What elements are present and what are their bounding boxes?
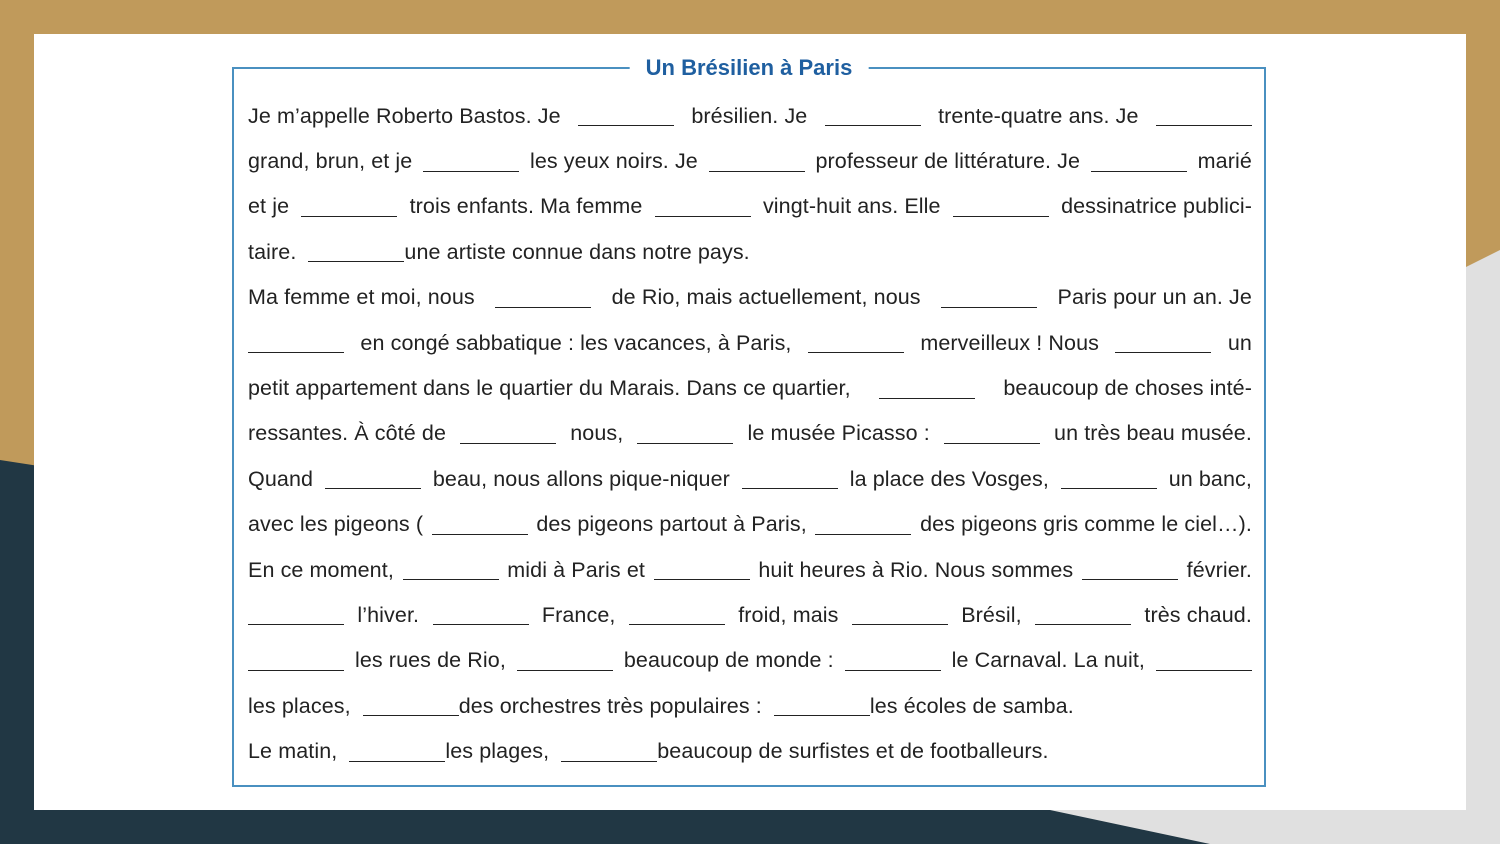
text-segment: Brésil, — [961, 602, 1022, 627]
blank-field[interactable] — [433, 604, 529, 625]
text-segment: de Rio, mais actuellement, nous — [611, 285, 921, 310]
text-segment: brésilien. Je — [691, 103, 808, 128]
text-segment: des orchestres très populaires : — [458, 693, 762, 718]
text-segment: Ma femme et moi, nous — [248, 285, 475, 310]
blank-field[interactable] — [325, 468, 421, 489]
text-segment: en congé sabbatique : les vacances, à Paris, — [360, 330, 792, 355]
text-segment: le musée Picasso : — [747, 421, 930, 446]
text-segment: trente-quatre ans. Je — [938, 103, 1139, 128]
text-segment: vingt-huit ans. Elle — [762, 194, 941, 219]
blank-field[interactable] — [815, 514, 911, 535]
blank-field[interactable] — [944, 423, 1040, 444]
text-segment: professeur de littérature. Je — [815, 149, 1081, 174]
text-segment: taire. — [248, 239, 297, 264]
blank-field[interactable] — [578, 105, 674, 126]
text-segment: les écoles de samba. — [869, 693, 1074, 718]
blank-field[interactable] — [308, 241, 404, 262]
text-segment: un très beau musée. — [1054, 421, 1252, 446]
text-segment: les rues de Rio, — [354, 648, 506, 673]
text-segment: Quand — [248, 466, 314, 491]
text-segment: ressantes. À côté de — [248, 421, 446, 446]
blank-field[interactable] — [301, 196, 397, 217]
blank-field[interactable] — [845, 650, 941, 671]
blank-field[interactable] — [879, 378, 975, 399]
text-segment: des pigeons gris comme le ciel…). — [920, 512, 1252, 537]
text-segment: Le matin, — [248, 739, 338, 764]
blank-field[interactable] — [655, 196, 751, 217]
text-segment: les plages, — [445, 739, 550, 764]
text-line — [248, 502, 1252, 547]
blank-field[interactable] — [1156, 650, 1252, 671]
text-segment: Je m’appelle Roberto Bastos. Je — [248, 103, 561, 128]
blank-field[interactable] — [423, 151, 519, 172]
text-line — [248, 683, 1252, 728]
blank-field[interactable] — [808, 332, 904, 353]
text-segment: dessinatrice publici- — [1061, 194, 1252, 219]
text-segment: midi à Paris et — [507, 557, 645, 582]
text-segment: avec les pigeons ( — [248, 512, 424, 537]
text-segment: un — [1227, 330, 1252, 355]
blank-field[interactable] — [953, 196, 1049, 217]
text-segment: froid, mais — [738, 602, 839, 627]
blank-field[interactable] — [1061, 468, 1157, 489]
text-line — [248, 229, 1252, 274]
blank-field[interactable] — [1082, 559, 1178, 580]
blank-field[interactable] — [941, 287, 1037, 308]
blank-field[interactable] — [709, 151, 805, 172]
blank-field[interactable] — [1035, 604, 1131, 625]
text-segment: Paris pour un an. Je — [1057, 285, 1252, 310]
text-segment: En ce moment, — [248, 557, 394, 582]
text-segment: une artiste connue dans notre pays. — [404, 239, 750, 264]
text-segment: beaucoup de monde : — [623, 648, 834, 673]
exercise-text — [248, 93, 1252, 774]
text-segment: beaucoup de surfistes et de footballeurs. — [657, 739, 1049, 764]
text-line — [248, 138, 1252, 183]
blank-field[interactable] — [432, 514, 528, 535]
text-line — [248, 93, 1252, 138]
text-line — [248, 592, 1252, 637]
text-segment: le Carnaval. La nuit, — [951, 648, 1145, 673]
text-line — [248, 547, 1252, 592]
blank-field[interactable] — [629, 604, 725, 625]
text-segment: huit heures à Rio. Nous sommes — [758, 557, 1074, 582]
text-line — [248, 411, 1252, 456]
text-line — [248, 728, 1252, 773]
text-segment: des pigeons partout à Paris, — [536, 512, 807, 537]
text-segment: trois enfants. Ma femme — [409, 194, 643, 219]
blank-field[interactable] — [1115, 332, 1211, 353]
blank-field[interactable] — [248, 332, 344, 353]
text-segment: février. — [1186, 557, 1252, 582]
text-segment: grand, brun, et je — [248, 149, 413, 174]
blank-field[interactable] — [654, 559, 750, 580]
blank-field[interactable] — [1156, 105, 1252, 126]
text-line — [248, 456, 1252, 501]
text-segment: l’hiver. — [357, 602, 420, 627]
text-line — [248, 184, 1252, 229]
text-segment: un banc, — [1168, 466, 1252, 491]
exercise-box — [232, 55, 1266, 787]
text-segment: très chaud. — [1144, 602, 1252, 627]
text-segment: petit appartement dans le quartier du Marais. Dans ce quartier, — [248, 376, 851, 401]
blank-field[interactable] — [825, 105, 921, 126]
blank-field[interactable] — [517, 650, 613, 671]
text-segment: France, — [541, 602, 616, 627]
text-line — [248, 365, 1252, 410]
text-segment: marié — [1197, 149, 1252, 174]
blank-field[interactable] — [248, 650, 344, 671]
blank-field[interactable] — [349, 741, 445, 762]
blank-field[interactable] — [495, 287, 591, 308]
text-line — [248, 320, 1252, 365]
text-segment: beau, nous allons pique-niquer — [432, 466, 730, 491]
blank-field[interactable] — [561, 741, 657, 762]
text-segment: les yeux noirs. Je — [529, 149, 698, 174]
blank-field[interactable] — [403, 559, 499, 580]
slide — [34, 34, 1466, 810]
text-line — [248, 275, 1252, 320]
text-segment: et je — [248, 194, 290, 219]
blank-field[interactable] — [460, 423, 556, 444]
blank-field[interactable] — [852, 604, 948, 625]
blank-field[interactable] — [363, 695, 459, 716]
exercise-title: Un Brésilien à Paris — [630, 53, 869, 83]
blank-field[interactable] — [742, 468, 838, 489]
blank-field[interactable] — [248, 604, 344, 625]
blank-field[interactable] — [637, 423, 733, 444]
text-line — [248, 638, 1252, 683]
text-segment: merveilleux ! Nous — [920, 330, 1099, 355]
text-segment: la place des Vosges, — [849, 466, 1049, 491]
text-segment: nous, — [570, 421, 624, 446]
text-segment: beaucoup de choses inté- — [1003, 376, 1252, 401]
blank-field[interactable] — [1091, 151, 1187, 172]
blank-field[interactable] — [774, 695, 870, 716]
text-segment: les places, — [248, 693, 351, 718]
